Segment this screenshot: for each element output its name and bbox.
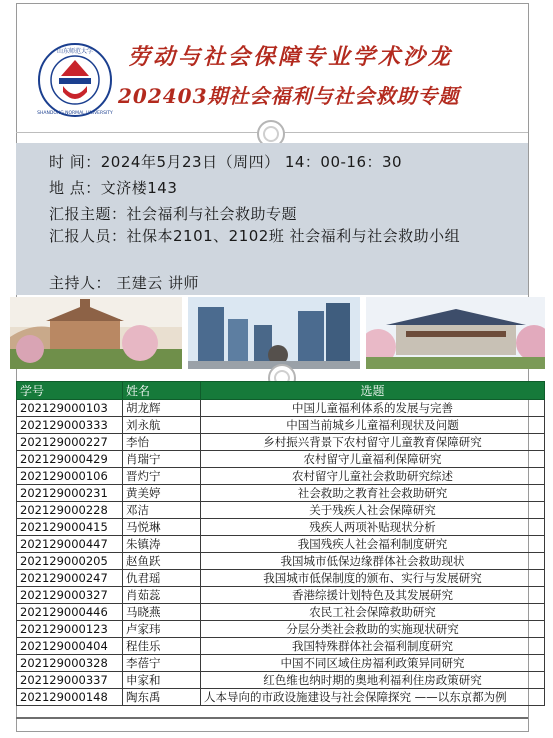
table-row [17, 689, 545, 706]
cell-name: 陶东禹 [123, 689, 201, 706]
header-student-id: 学号 [17, 382, 123, 400]
cell-student-id: 202129000328 [17, 655, 123, 672]
cell-topic: 中国儿童福利体系的发展与完善 [201, 400, 545, 417]
campus-photo-left [10, 297, 182, 369]
cell-topic: 中国不同区域住房福利政策异同研究 [201, 655, 545, 672]
table-row [17, 451, 545, 468]
cell-student-id: 202129000404 [17, 638, 123, 655]
table-row [17, 587, 545, 604]
cell-student-id: 202129000231 [17, 485, 123, 502]
event-info-box [16, 143, 528, 295]
table-row [17, 536, 545, 553]
cell-topic: 农村留守儿童福利保障研究 [201, 451, 545, 468]
cell-topic: 乡村振兴背景下农村留守儿童教育保障研究 [201, 434, 545, 451]
table-row [17, 485, 545, 502]
cell-topic: 残疾人两项补贴现状分析 [201, 519, 545, 536]
svg-text:山东师范大学: 山东师范大学 [56, 48, 94, 55]
cell-name: 程佳乐 [123, 638, 201, 655]
cell-student-id: 202129000327 [17, 587, 123, 604]
cell-name: 邓洁 [123, 502, 201, 519]
table-row [17, 570, 545, 587]
cell-name: 肖茹蕊 [123, 587, 201, 604]
cell-name: 胡龙辉 [123, 400, 201, 417]
table-row [17, 502, 545, 519]
cell-name: 晋灼宁 [123, 468, 201, 485]
cell-topic: 分层分类社会救助的实施现状研究 [201, 621, 545, 638]
cell-name: 马晓燕 [123, 604, 201, 621]
cell-topic: 我国残疾人社会福利制度研究 [201, 536, 545, 553]
header-topic: 选题 [201, 382, 545, 400]
header-name: 姓名 [123, 382, 201, 400]
event-host: 主持人： 王建云 讲师 [49, 274, 200, 292]
table-row [17, 655, 545, 672]
svg-text:SHANDONG NORMAL UNIVERSITY: SHANDONG NORMAL UNIVERSITY [37, 111, 113, 116]
cell-student-id: 202129000415 [17, 519, 123, 536]
cell-student-id: 202129000247 [17, 570, 123, 587]
cell-topic: 关于残疾人社会保障研究 [201, 502, 545, 519]
table-row [17, 604, 545, 621]
cell-topic: 人本导向的市政设施建设与社会保障探究 ——以东京都为例 [201, 689, 545, 706]
cell-topic: 社会救助之教育社会救助研究 [201, 485, 545, 502]
campus-photo-middle [188, 297, 360, 369]
cell-name: 李怡 [123, 434, 201, 451]
event-reporters: 汇报人员：社保本2101、2102班 社会福利与社会救助小组 [49, 227, 461, 245]
cell-student-id: 202129000103 [17, 400, 123, 417]
cell-topic: 农村留守儿童社会救助研究综述 [201, 468, 545, 485]
cell-student-id: 202129000337 [17, 672, 123, 689]
divider-bottom [16, 717, 528, 719]
cell-student-id: 202129000447 [17, 536, 123, 553]
cell-student-id: 202129000446 [17, 604, 123, 621]
cell-student-id: 202129000227 [17, 434, 123, 451]
salon-subtitle: 202403期社会福利与社会救助专题 [118, 84, 460, 108]
cell-name: 赵鱼跃 [123, 553, 201, 570]
cell-topic: 香港综援计划特色及其发展研究 [201, 587, 545, 604]
cell-topic: 我国城市低保边缘群体社会救助现状 [201, 553, 545, 570]
cell-student-id: 202129000148 [17, 689, 123, 706]
cell-student-id: 202129000429 [17, 451, 123, 468]
cell-topic: 农民工社会保障救助研究 [201, 604, 545, 621]
cell-student-id: 202129000333 [17, 417, 123, 434]
table-body [17, 400, 545, 706]
table-row [17, 434, 545, 451]
table-row [17, 672, 545, 689]
table-row [17, 468, 545, 485]
table-row [17, 519, 545, 536]
cell-topic: 我国城市低保制度的颁布、实行与发展研究 [201, 570, 545, 587]
table-header-row [17, 382, 545, 400]
cell-student-id: 202129000123 [17, 621, 123, 638]
cell-name: 朱镇涛 [123, 536, 201, 553]
campus-photo-strip [10, 297, 545, 369]
topic-table [16, 381, 544, 706]
event-topic: 汇报主题：社会福利与社会救助专题 [49, 205, 298, 223]
cell-name: 申家和 [123, 672, 201, 689]
cell-topic: 中国当前城乡儿童福利现状及问题 [201, 417, 545, 434]
cell-topic: 红色维也纳时期的奥地利福利住房政策研究 [201, 672, 545, 689]
cell-name: 卢家玮 [123, 621, 201, 638]
event-time: 时 间：2024年5月23日（周四） 14：00-16：30 [49, 153, 403, 171]
salon-title: 劳动与社会保障专业学术沙龙 [128, 44, 454, 70]
table-row [17, 638, 545, 655]
cell-name: 刘永航 [123, 417, 201, 434]
cell-name: 马悦琳 [123, 519, 201, 536]
cell-name: 肖瑞宁 [123, 451, 201, 468]
cell-name: 李蓓宁 [123, 655, 201, 672]
table-row [17, 417, 545, 434]
campus-photo-right [366, 297, 545, 369]
table-row [17, 621, 545, 638]
university-logo [37, 42, 113, 118]
cell-topic: 我国特殊群体社会福利制度研究 [201, 638, 545, 655]
event-place: 地 点：文济楼143 [49, 179, 178, 197]
cell-student-id: 202129000205 [17, 553, 123, 570]
table-row [17, 400, 545, 417]
cell-student-id: 202129000228 [17, 502, 123, 519]
cell-student-id: 202129000106 [17, 468, 123, 485]
cell-name: 黄美婷 [123, 485, 201, 502]
cell-name: 仇君瑶 [123, 570, 201, 587]
table-row [17, 553, 545, 570]
